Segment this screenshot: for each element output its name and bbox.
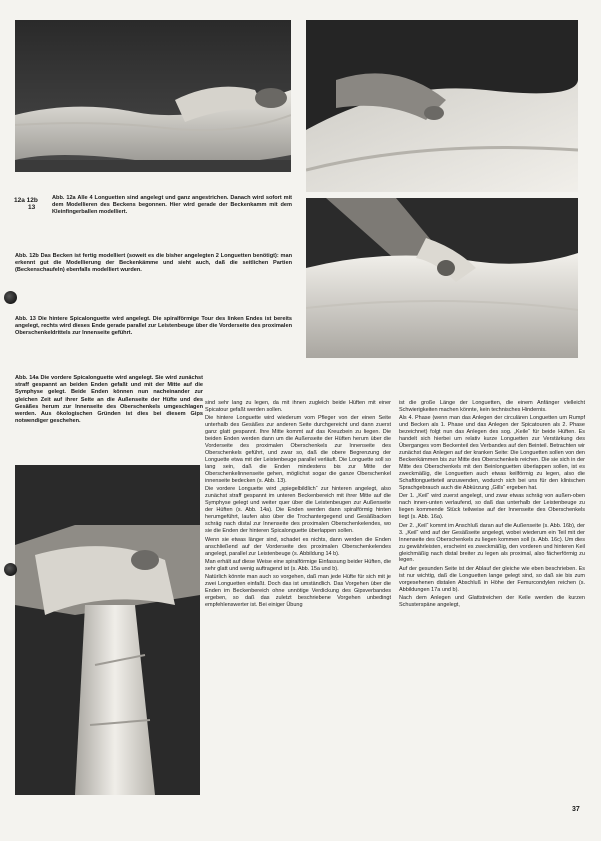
figure-label <box>14 197 38 211</box>
paragraph: Wenn sie etwas länger sind, schadet es nichts, dann werden die Enden anschließend auf der Vorderseite des proximalen Oberschenkelendes angelegt, parallel zur Leistenbeuge (s. Abbildung 14 b). <box>205 536 391 557</box>
caption-12a: Abb. 12a Alle 4 Longuetten sind angelegt und ganz angestrichen. Danach wird sofort mit dem Modellieren des Beckens begonnen. Hier wird gerade der Beckenkamm mit dem Kleinfingerballen modelliert. <box>52 195 292 216</box>
paragraph: sind sehr lang zu legen, da mit ihnen zugleich beide Hüften mit einer Spicatour gefaßt werden sollen. <box>205 400 391 413</box>
paragraph: ist die große Länge der Longuetten, die einem Anfänger vielleicht Schwierigkeiten machen könnte, kein technisches Hindernis. <box>399 400 585 413</box>
caption-12b: Abb. 12b Das Becken ist fertig modelliert (soweit es die bisher angelegten 2 Longuetten benötigt): man erkennt gut die Modellierung der Beckenkämme und sieht auch, daß die seitlichen Partien (Beckenschaufeln) ebenfalls modelliert wurden. <box>15 253 292 274</box>
body-column-right <box>399 400 585 611</box>
caption-14a: Abb. 14a Die vordere Spicalonguette wird angelegt. Sie wird zunächst straff gespannt an beiden Enden gefaßt und mit der Mitte auf die Symphyse gelegt. Beide Enden können nun nacheinander zur gleichen Zeit auf ihrer Seite an die Außenseite der Hüfte und des Gesäßes herum zur Innenseite des Oberschenkels umgeschlagen werden. Aus ökologischen Gründen ist dies bei diesem Gips notwendiger geschehen. <box>15 375 203 425</box>
paragraph: Natürlich könnte man auch so vorgehen, daß man jede Hüfte für sich mit je zwei Longuetten einfaßt. Doch das ist umständlich. Das Vorgehen über die Enden im Beckenbereich ohne unnötige Verdickung des Gipsverbandes ergeben, so daß das zuletzt beschriebene Vorgehen unbedingt empfehlenswerter ist. Bei einiger Übung <box>205 574 391 609</box>
punch-hole <box>4 291 17 304</box>
paragraph: Die vordere Longuette wird „spiegelbildlich“ zur hinteren angelegt, also zunächst straff gespannt im unteren Beckenbereich mit ihrer Mitte auf die Symphyse gelegt und weiter quer über die Leistenbeugen zur Außenseite der Hüften (s. Abb. 14a). Die Enden werden dann spiralförmig hinten herumgeführt, laufen also über die Trochantergegend und Gesäßbacken schräg nach distal zur Innenseite des proximalen Oberschenkelendes, wo sie die Enden der hinteren Spicalonguette überlappen sollen. <box>205 486 391 535</box>
photo-13 <box>306 198 578 358</box>
body-column-middle <box>205 400 391 611</box>
paragraph: Nach dem Anlegen und Glattstreichen der Keile werden die kurzen Schusterspäne angelegt, <box>399 595 585 609</box>
caption-13: Abb. 13 Die hintere Spicalonguette wird angelegt. Die spiralförmige Tour des linken Endes ist bereits angelegt, rechts wird dieses Ende gerade parallel zur Leistenbeuge über die Vorderseite des proximalen Oberschenkeldrittels zur Innenseite geführt. <box>15 316 292 337</box>
figure-label-line1: 12a 12b <box>14 197 38 204</box>
figure-label-line2: 13 <box>28 204 36 211</box>
photo-14a <box>15 465 200 795</box>
photo-12a <box>15 20 291 172</box>
photo-12b <box>306 20 578 192</box>
paragraph: Auf der gesunden Seite ist der Ablauf der gleiche wie eben beschrieben. Es ist nur wichtig, daß die Longuetten lange gelegt sind, so daß sie bis zum vorgesehenen distalen Abschluß in Höhe der Femurcondylen reichen (s. Abbildungen 17a und b). <box>399 565 585 593</box>
paragraph: Die hintere Longuette wird wiederum vom Pfleger von der einen Seite unterhalb des Gesäßes zur anderen Seite durchgereicht und dann zuerst ganz glatt gespannt. Ihre Mitte kommt auf das Kreuzbein zu liegen. Die beiden Enden werden dann um die Außenseite der Hüften herum über die Vorderseite des proximalen Oberschenkels zur Innenseite des Oberschenkels geführt, und zwar so, daß die obere Begrenzung der Longuette etwa mit der Leistenbeuge parallel verläuft. Die Longuette soll so lang sein, daß die Enden mindestens bis zur Mitte der Oberschenkelinnenseite gehen, möglichst sogar die ganze Oberschenkel innenseite bedecken (s. Abb. 13). <box>205 415 391 484</box>
paragraph: Man erhält auf diese Weise eine spiralförmige Einfassung beider Hüften, die sehr glatt und wenig auftragend ist (s. Abb. 15a und b). <box>205 558 391 572</box>
paragraph: Der 1. „Keil“ wird zuerst angelegt, und zwar etwas schräg von außen-oben nach innen-unten verlaufend, so daß das unterhalb der Leistenbeuge zu liegen kommende Stück teilweise auf der Innenseite des Oberschenkels liegt (s. Abb. 16a). <box>399 493 585 521</box>
paragraph: Der 2. „Keil“ kommt im Anschluß daran auf die Außenseite (s. Abb. 16b), der 3. „Keil“ wird auf der Gesäßseite angelegt, wobei wiederum ein Teil mit der Innenseite des Oberschenkels zu liegen kommen soll (s. Abb. 16c). Um dies zu gewährleisten, erscheint es zweckmäßig, den vorderen und hinteren Keil gleichmäßig nach distal breiter zu legen als proximal, also fächerförmig zu legen. <box>399 522 585 564</box>
punch-hole <box>4 563 17 576</box>
paragraph: Als 4. Phase (wenn man das Anlegen der circulären Longuetten um Rumpf und Becken als 1. Phase und das Anlegen der Spicatouren als 2. Phase bezeichnet) folgt nun das Anlegen des sog. „Keile“ für beide Hüften. Es handelt sich hierbei um relativ kurze Longuetten zur Verstärkung des Überganges vom Beckenteil des Verbandes auf den Beinteil. Betrachten wir zunächst das Anlegen auf der kranken Seite: Die Longuetten sollen von den Beckenkämmen bis zur Mitte des Oberschenkels reichen. Die sie sich in der Mitte des Oberschenkels mit den Beinlonguetten überlappen sollen, ist es zweckmäßig, die Longuetten auch etwas keilförmig zu legen, also die Schaftlonguetteteil anzuwenden, wodurch sich bei uns für den klinischen Sprachgebrauch auch die Abkürzung „Gills“ ergeben hat. <box>399 415 585 491</box>
page-number: 37 <box>572 806 580 813</box>
